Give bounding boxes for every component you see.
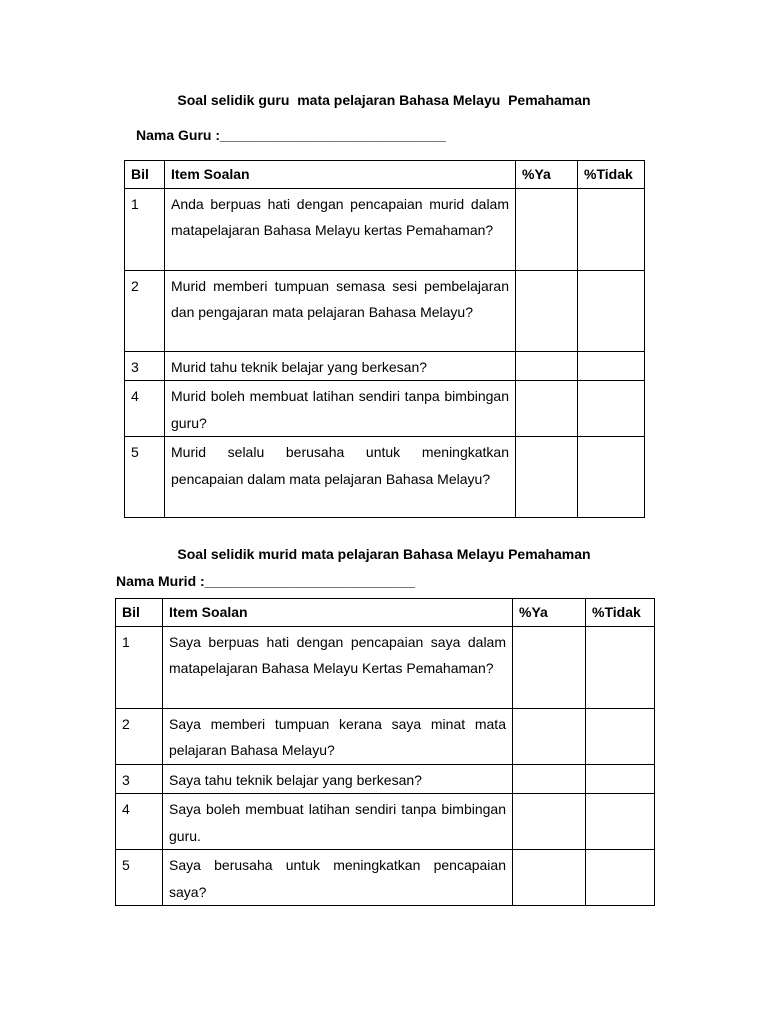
student-survey-title: Soal selidik murid mata pelajaran Bahasa Melayu Pemahaman	[177, 546, 591, 562]
row-number: 4	[116, 794, 163, 850]
tidak-cell[interactable]	[586, 850, 655, 906]
row-number: 1	[125, 188, 165, 270]
table-row	[125, 270, 645, 351]
table-row	[125, 351, 645, 381]
table-row	[116, 708, 655, 764]
question-text: Murid memberi tumpuan semasa sesi pembelajaran dan pengajaran mata pelajaran Bahasa Melayu?	[165, 270, 516, 351]
header-item: Item Soalan	[163, 599, 513, 627]
question-text: Saya tahu teknik belajar yang berkesan?	[163, 764, 513, 794]
student-name-field[interactable]: Nama Murid :___________________________	[116, 573, 415, 589]
question-text: Saya boleh membuat latihan sendiri tanpa bimbingan guru.	[163, 794, 513, 850]
row-number: 2	[125, 270, 165, 351]
table-header-row	[125, 161, 645, 189]
header-ya: %Ya	[516, 161, 578, 189]
tidak-cell[interactable]	[578, 270, 645, 351]
table-row	[125, 188, 645, 270]
question-text: Murid selalu berusaha untuk meningkatkan pencapaian dalam mata pelajaran Bahasa Melayu?	[165, 437, 516, 518]
table-header-row	[116, 599, 655, 627]
table-row	[125, 437, 645, 518]
header-tidak: %Tidak	[586, 599, 655, 627]
row-number: 3	[125, 351, 165, 381]
row-number: 5	[125, 437, 165, 518]
table-row	[116, 626, 655, 708]
header-item: Item Soalan	[165, 161, 516, 189]
question-text: Saya memberi tumpuan kerana saya minat mata pelajaran Bahasa Melayu?	[163, 708, 513, 764]
teacher-survey-title: Soal selidik guru mata pelajaran Bahasa Melayu Pemahaman	[177, 92, 591, 108]
row-number: 2	[116, 708, 163, 764]
tidak-cell[interactable]	[578, 381, 645, 437]
ya-cell[interactable]	[516, 437, 578, 518]
row-number: 4	[125, 381, 165, 437]
row-number: 3	[116, 764, 163, 794]
teacher-survey-table	[124, 160, 645, 518]
question-text: Saya berusaha untuk meningkatkan pencapaian saya?	[163, 850, 513, 906]
ya-cell[interactable]	[516, 188, 578, 270]
ya-cell[interactable]	[513, 794, 586, 850]
teacher-name-field[interactable]: Nama Guru :_____________________________	[136, 127, 446, 143]
tidak-cell[interactable]	[586, 626, 655, 708]
header-tidak: %Tidak	[578, 161, 645, 189]
ya-cell[interactable]	[513, 626, 586, 708]
tidak-cell[interactable]	[586, 708, 655, 764]
question-text: Anda berpuas hati dengan pencapaian murid dalam matapelajaran Bahasa Melayu kertas Pemahaman?	[165, 188, 516, 270]
table-row	[125, 381, 645, 437]
header-bil: Bil	[116, 599, 163, 627]
question-text: Murid boleh membuat latihan sendiri tanpa bimbingan guru?	[165, 381, 516, 437]
ya-cell[interactable]	[513, 708, 586, 764]
question-text: Murid tahu teknik belajar yang berkesan?	[165, 351, 516, 381]
ya-cell[interactable]	[516, 270, 578, 351]
tidak-cell[interactable]	[578, 437, 645, 518]
student-survey-table	[115, 598, 655, 906]
ya-cell[interactable]	[513, 764, 586, 794]
tidak-cell[interactable]	[578, 188, 645, 270]
table-row	[116, 764, 655, 794]
row-number: 5	[116, 850, 163, 906]
ya-cell[interactable]	[516, 351, 578, 381]
table-row	[116, 850, 655, 906]
table-row	[116, 794, 655, 850]
ya-cell[interactable]	[513, 850, 586, 906]
tidak-cell[interactable]	[586, 764, 655, 794]
tidak-cell[interactable]	[586, 794, 655, 850]
question-text: Saya berpuas hati dengan pencapaian saya dalam matapelajaran Bahasa Melayu Kertas Pemahaman?	[163, 626, 513, 708]
row-number: 1	[116, 626, 163, 708]
header-bil: Bil	[125, 161, 165, 189]
tidak-cell[interactable]	[578, 351, 645, 381]
ya-cell[interactable]	[516, 381, 578, 437]
header-ya: %Ya	[513, 599, 586, 627]
